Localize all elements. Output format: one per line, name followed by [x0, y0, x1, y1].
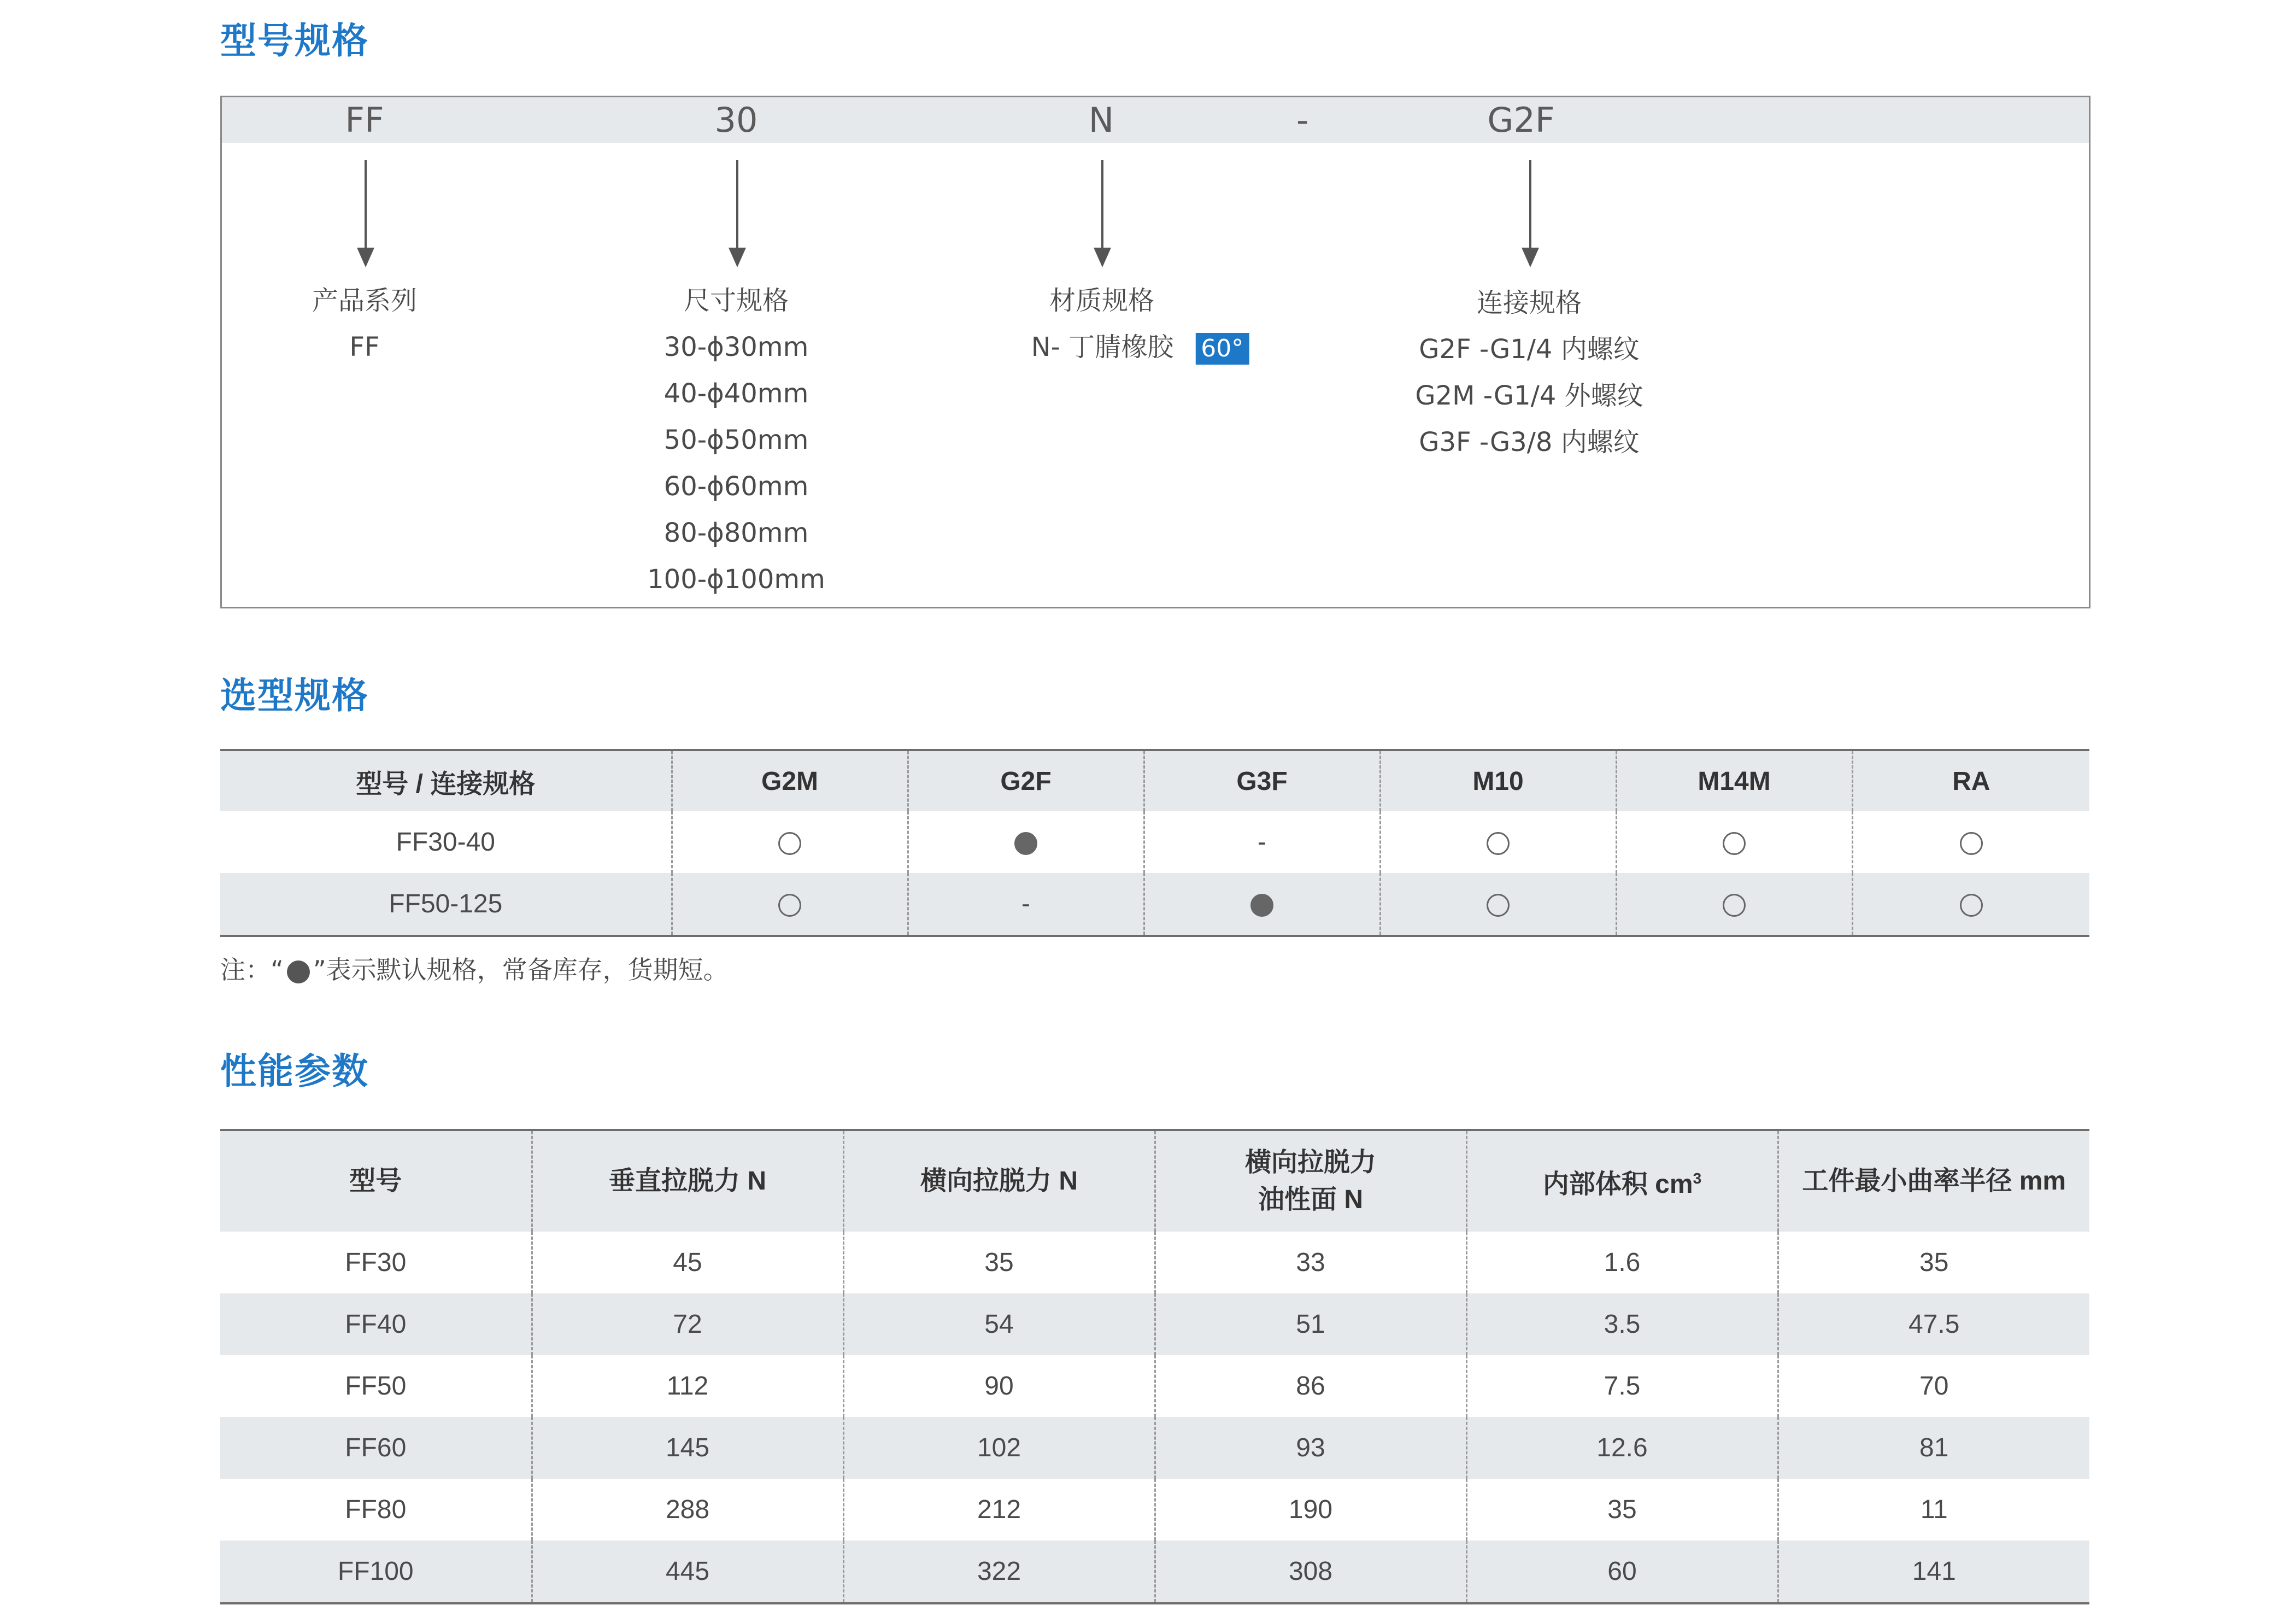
value-cell: 81 — [1778, 1417, 2089, 1479]
model-cell: FF30 — [345, 1248, 407, 1277]
value-cell: 54 — [843, 1293, 1155, 1355]
section-title-performance: 性能参数 — [220, 1050, 369, 1092]
header-oily-line1: 横向拉脱力 — [1244, 1148, 1376, 1177]
material-row — [1031, 324, 1249, 371]
header-oily-line2: 油性面 N — [1258, 1185, 1363, 1214]
value-cell: 288 — [532, 1479, 843, 1540]
availability-cell — [1852, 873, 2089, 936]
series-label: 产品系列 — [312, 285, 418, 316]
open-circle-icon — [1960, 894, 1983, 917]
value-cell: 35 — [1778, 1232, 2089, 1293]
open-circle-icon — [1723, 894, 1746, 917]
value-cell: 190 — [1155, 1479, 1466, 1540]
value-cell: 47.5 — [1778, 1293, 2089, 1355]
value-cell: 60 — [1466, 1540, 1778, 1603]
table-row — [220, 1355, 2089, 1417]
model-cell: FF40 — [220, 1293, 532, 1355]
header-oily-force — [1155, 1130, 1466, 1232]
size-value: 40-ϕ40mm — [663, 378, 809, 409]
header-model: 型号 — [220, 1130, 532, 1232]
value-cell: 1.6 — [1466, 1232, 1778, 1293]
material-column — [1031, 278, 1249, 371]
value-cell: 145 — [532, 1417, 843, 1479]
connection-value: G2M -G1/4 外螺纹 — [1415, 380, 1643, 411]
value-cell: 112 — [532, 1355, 843, 1417]
code-dash: - — [1296, 100, 1309, 140]
availability-cell — [1380, 811, 1616, 873]
note-suffix: ”表示默认规格，常备库存，货期短。 — [313, 955, 729, 985]
open-circle-icon — [1487, 832, 1510, 855]
open-circle-icon — [1487, 894, 1510, 917]
header-g2m: G2M — [672, 750, 908, 811]
availability-cell — [1616, 811, 1852, 873]
open-circle-icon — [778, 832, 801, 855]
table-row — [220, 1540, 2089, 1603]
model-cell: FF60 — [220, 1417, 532, 1479]
availability-cell — [672, 873, 908, 936]
material-value: N- 丁腈橡胶 — [1031, 332, 1174, 362]
open-circle-icon — [1723, 832, 1746, 855]
code-size: 30 — [714, 100, 758, 140]
header-volume-text: 内部体积 cm — [1542, 1169, 1693, 1199]
value-cell: 445 — [532, 1540, 843, 1603]
filled-circle-icon — [1250, 894, 1273, 917]
table-row — [220, 1417, 2089, 1479]
section-title-model: 型号规格 — [220, 20, 369, 62]
connection-value: G3F -G3/8 内螺纹 — [1419, 427, 1640, 458]
size-value: 60-ϕ60mm — [663, 471, 809, 502]
table-row — [220, 1293, 2089, 1355]
code-series: FF — [345, 100, 384, 140]
header-ra: RA — [1852, 750, 2089, 811]
series-value: FF — [349, 332, 380, 362]
availability-cell — [908, 811, 1144, 873]
size-label: 尺寸规格 — [683, 285, 789, 316]
unavailable-cell: - — [1144, 811, 1380, 873]
code-connection: G2F — [1487, 100, 1555, 140]
open-circle-icon — [1960, 832, 1983, 855]
table-row — [220, 811, 2089, 873]
value-cell: 308 — [1155, 1540, 1466, 1603]
model-cell: FF100 — [220, 1540, 532, 1603]
material-label: 材质规格 — [1049, 285, 1154, 316]
section-title-selection: 选型规格 — [220, 675, 369, 717]
header-m10: M10 — [1380, 750, 1616, 811]
connection-value: G2F -G1/4 内螺纹 — [1419, 334, 1640, 365]
value-cell: 322 — [843, 1540, 1155, 1603]
unavailable-cell: - — [908, 873, 1144, 936]
size-value: 30-ϕ30mm — [663, 332, 809, 362]
value-cell: 93 — [1155, 1417, 1466, 1479]
hardness-badge: 60° — [1195, 333, 1249, 365]
performance-header-row — [220, 1130, 2089, 1232]
table-row — [220, 1479, 2089, 1540]
availability-cell — [1616, 873, 1852, 936]
value-cell: 45 — [532, 1232, 843, 1293]
availability-cell — [1380, 873, 1616, 936]
header-radius: 工件最小曲率半径 mm — [1778, 1130, 2089, 1232]
value-cell: 11 — [1778, 1479, 2089, 1540]
value-cell: 12.6 — [1466, 1417, 1778, 1479]
model-cell: FF50-125 — [220, 873, 672, 936]
selection-header-row — [220, 750, 2089, 811]
value-cell: 70 — [1778, 1355, 2089, 1417]
value-cell: 7.5 — [1466, 1355, 1778, 1417]
availability-cell — [1144, 873, 1380, 936]
connection-label: 连接规格 — [1476, 288, 1582, 318]
availability-cell — [1852, 811, 2089, 873]
value-cell: 86 — [1155, 1355, 1466, 1417]
size-value: 50-ϕ50mm — [663, 425, 809, 455]
size-column — [647, 278, 825, 603]
header-model-connection: 型号 / 连接规格 — [220, 750, 672, 811]
size-value: 80-ϕ80mm — [663, 518, 809, 548]
model-cell: FF30-40 — [396, 828, 495, 857]
value-cell: 3.5 — [1466, 1293, 1778, 1355]
header-volume — [1466, 1130, 1778, 1232]
note-prefix: 注：“ — [220, 955, 284, 985]
code-material: N — [1088, 100, 1114, 140]
filled-dot-icon — [287, 960, 310, 983]
value-cell: 212 — [843, 1479, 1155, 1540]
header-m14m: M14M — [1616, 750, 1852, 811]
table-row — [220, 873, 2089, 936]
value-cell: 33 — [1155, 1232, 1466, 1293]
value-cell: 35 — [843, 1232, 1155, 1293]
open-circle-icon — [778, 894, 801, 917]
table-row — [220, 1232, 2089, 1293]
model-code-box — [220, 96, 2091, 608]
value-cell: 141 — [1778, 1540, 2089, 1603]
header-g3f: G3F — [1144, 750, 1380, 811]
series-column — [312, 278, 417, 371]
header-vertical-force: 垂直拉脱力 N — [532, 1130, 843, 1232]
value-cell: 90 — [843, 1355, 1155, 1417]
availability-cell — [672, 811, 908, 873]
code-band — [222, 97, 2089, 143]
value-cell: 35 — [1466, 1479, 1778, 1540]
selection-table — [220, 749, 2089, 937]
size-value: 100-ϕ100mm — [647, 564, 825, 595]
performance-table — [220, 1129, 2089, 1604]
header-g2f: G2F — [908, 750, 1144, 811]
header-horizontal-force: 横向拉脱力 N — [843, 1130, 1155, 1232]
header-volume-sup: 3 — [1693, 1169, 1702, 1187]
value-cell: 102 — [843, 1417, 1155, 1479]
model-cell: FF80 — [345, 1495, 407, 1524]
connection-column — [1415, 280, 1643, 466]
selection-note — [220, 950, 729, 986]
model-cell: FF50 — [345, 1372, 407, 1401]
value-cell: 72 — [532, 1293, 843, 1355]
filled-circle-icon — [1014, 832, 1037, 855]
value-cell: 51 — [1155, 1293, 1466, 1355]
